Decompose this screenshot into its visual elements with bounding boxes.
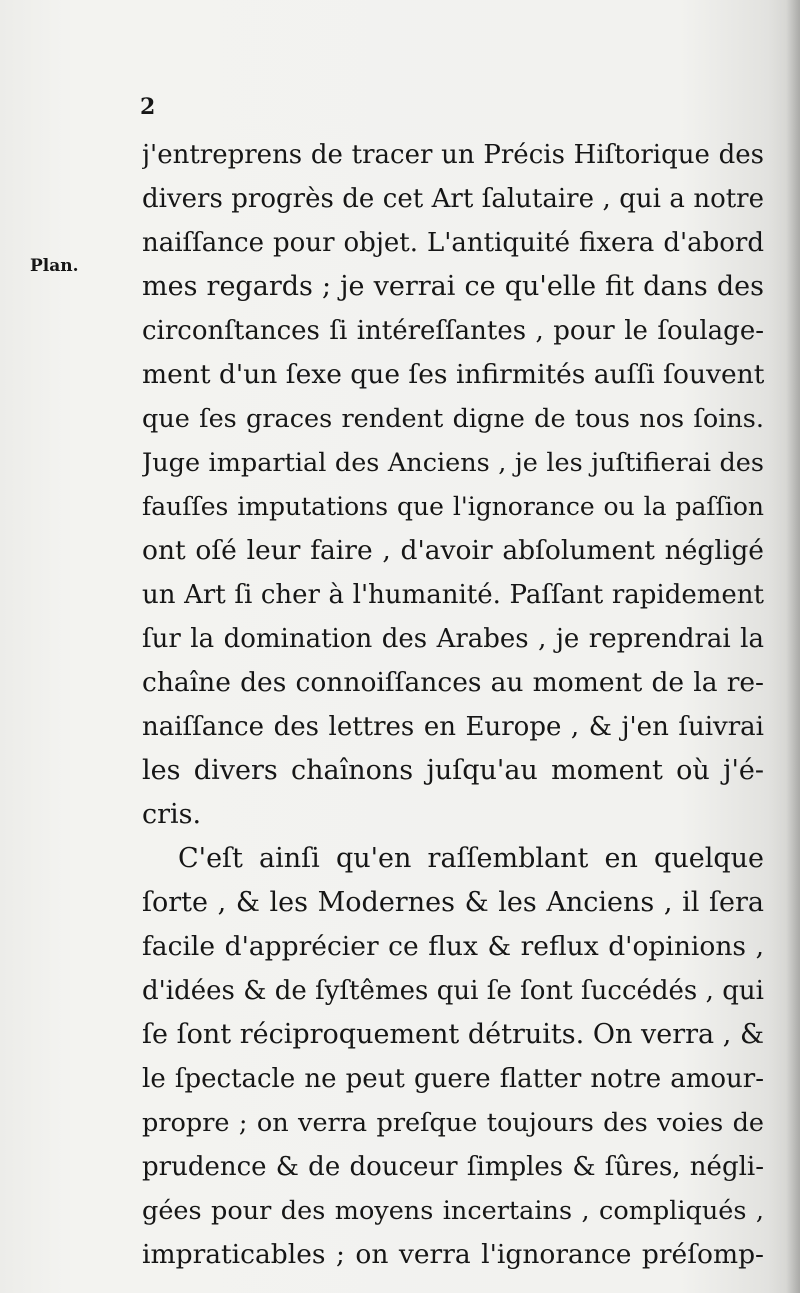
- text-line: naiſſance des lettres en Europe , & j'en ſuivrai: [142, 712, 764, 742]
- text-line: mes regards ; je verrai ce qu'elle fit dans des: [142, 271, 764, 302]
- text-line: que ſes graces rendent digne de tous nos ſoins.: [142, 404, 764, 434]
- margin-note: Plan.: [30, 256, 79, 276]
- text-line: chaîne des connoiſſances au moment de la re-: [142, 667, 764, 698]
- text-line: ſur la domination des Arabes , je reprendrai la: [142, 624, 764, 654]
- text-line: naiſſance pour objet. L'antiquité fixera d'abord: [142, 228, 764, 258]
- text-line: divers progrès de cet Art ſalutaire , qui a notre: [142, 184, 764, 214]
- text-line: un Art ſi cher à l'humanité. Paſſant rapidement: [142, 580, 764, 610]
- text-line: impraticables ; on verra l'ignorance préſomp-: [142, 1239, 764, 1270]
- text-line: les divers chaînons juſqu'au moment où j'é-: [142, 755, 764, 786]
- body-text: [142, 133, 764, 1277]
- text-line: cris.: [142, 799, 202, 830]
- text-line: le ſpectacle ne peut guere flatter notre amour-: [142, 1064, 764, 1094]
- text-line: fauſſes imputations que l'ignorance ou la paſſion: [142, 492, 764, 521]
- page-number: 2: [140, 94, 156, 120]
- page-edge-shadow: [786, 0, 800, 1293]
- text-line: propre ; on verra preſque toujours des voies de: [142, 1108, 764, 1138]
- text-line: C'eſt ainſi qu'en raſſemblant en quelque: [178, 843, 764, 874]
- text-line: ſe ſont réciproquement détruits. On verra , &: [142, 1019, 764, 1050]
- text-line: facile d'apprécier ce flux & reflux d'opinions ,: [142, 931, 764, 962]
- text-line: ont oſé leur faire , d'avoir abſolument négligé: [142, 535, 764, 566]
- text-line: j'entreprens de tracer un Précis Hiſtorique des: [142, 140, 764, 170]
- text-line: prudence & de douceur ſimples & ſûres, négli-: [142, 1152, 764, 1182]
- text-line: circonſtances ſi intéreſſantes , pour le ſoulage-: [142, 316, 764, 346]
- text-line: Juge impartial des Anciens , je les juſtifierai des: [142, 448, 764, 478]
- text-line: d'idées & de ſyſtêmes qui ſe ſont ſuccédés , qui: [142, 976, 764, 1006]
- text-line: gées pour des moyens incertains , compliqués ,: [142, 1196, 764, 1226]
- text-line: ment d'un ſexe que ſes infirmités auſſi ſouvent: [142, 359, 764, 390]
- text-line: ſorte , & les Modernes & les Anciens , il ſera: [142, 887, 764, 918]
